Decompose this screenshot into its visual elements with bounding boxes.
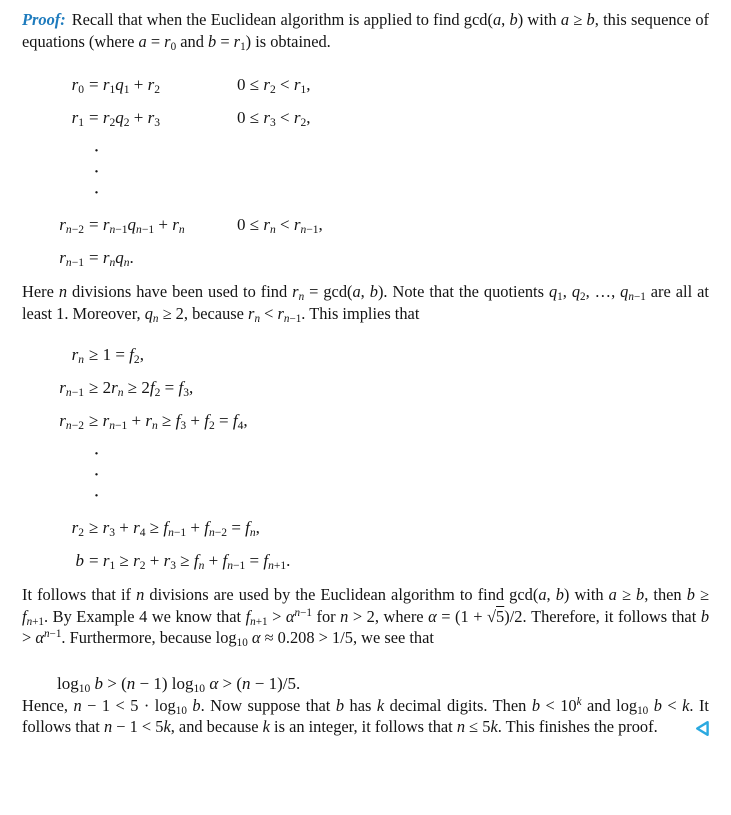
euclidean-algorithm-equations — [22, 75, 709, 270]
equation-rhs: ≥ $1 = f_2$, — [89, 345, 144, 367]
equation-lhs: $r_n$ — [71, 345, 84, 367]
equation-row — [22, 108, 709, 130]
equation-condition: $0 \le r_3 < r_2$, — [237, 108, 311, 130]
equation-lhs: $r_2$ — [71, 518, 84, 540]
equation-condition: $0 \le r_2 < r_1$, — [237, 75, 311, 97]
equation-lhs: $r_1$ — [71, 108, 84, 130]
dot: · — [94, 488, 100, 504]
equation-rhs: = $r_nq_n$. — [89, 248, 134, 270]
equation-row — [22, 248, 709, 270]
equation-row — [22, 378, 709, 400]
equation-rhs: = $r_{n-1}q_{n-1} + r_n$ — [89, 215, 185, 237]
equation-rhs: = $r_2q_2 + r_3$ — [89, 108, 161, 130]
fibonacci-inequality-equations — [22, 345, 709, 573]
conclusion-paragraph — [22, 695, 709, 738]
equation-rhs: = $r_1 \ge r_2 + r_3 \ge f_n + f_{n-1} = f_{n+1}$. — [89, 551, 291, 573]
equation-rhs: = $r_1q_1 + r_2$ — [89, 75, 161, 97]
log-inequality-equation: $\log_{10} b > (n - 1)$ $\log_{10} \alpha > (n - 1)/5$. — [57, 673, 301, 695]
equation-rhs: ≥ $r_{n-1} + r_n \ge f_3 + f_2 = f_4$, — [89, 411, 248, 433]
proof-label: Proof: — [22, 10, 66, 29]
dot: · — [94, 143, 100, 159]
equation-row — [22, 345, 709, 367]
equation-lhs: $r_{n-2}$ — [59, 411, 84, 433]
equation-lhs: $r_{n-1}$ — [59, 378, 84, 400]
equation-row — [22, 551, 709, 573]
alpha-bound-paragraph: It follows that if n divisions are used by the Euclidean algorithm to find gcd(a, b) with a ≥ b, then $b \ge f_{n+1}$. By Example 4 we know that $f_{n+1} > \alpha^{n-1}$ for n > 2, where α = (1 + √5)/2. Therefore, it follows that $b > \alpha^{n-1}$. Furthermore, because $\log_{10} \alpha \approx 0.208 > 1/5$, we see that — [22, 585, 710, 650]
equation-lhs: $r_0$ — [71, 75, 84, 97]
proof-intro-text: Recall that when the Euclidean algorithm is applied to find gcd(a, b) with a ≥ b, this sequence of equations (where $a = r_0$ and $b = r_1$) is obtained. — [22, 10, 709, 53]
end-of-proof-triangle-icon — [695, 720, 709, 737]
equation-row — [22, 75, 709, 97]
equation-lhs: b — [75, 551, 84, 570]
dot: · — [94, 185, 100, 201]
equation-lhs: $r_{n-2}$ — [59, 215, 84, 237]
equation-row — [22, 215, 709, 237]
equation-rhs: ≥ $2r_n \ge 2f_2 = f_3$, — [89, 378, 194, 400]
equation-row — [22, 411, 709, 433]
equation-lhs: $r_{n-1}$ — [59, 248, 84, 270]
equation-row — [22, 518, 709, 540]
conclusion-text: Hence, $n - 1 < 5 \cdot \log_{10} b$. Now suppose that b has k decimal digits. Then $b < 10^k$ and $\log_{10} b < k$. It follows that n − 1 < 5k, and because k is an integer, it follows that n ≤ 5k. This finishes the proof. — [22, 695, 709, 736]
equation-rhs: ≥ $r_3 + r_4 \ge f_{n-1} + f_{n-2} = f_n$, — [89, 518, 260, 540]
dot: · — [94, 446, 100, 462]
dot: · — [94, 467, 100, 483]
equation-condition: $0 \le r_n < r_{n-1}$, — [237, 215, 323, 237]
vertical-ellipsis — [94, 444, 709, 507]
proof-intro-paragraph — [22, 9, 709, 52]
vertical-ellipsis — [94, 141, 709, 204]
dot: · — [94, 164, 100, 180]
quotients-paragraph: Here n divisions have been used to find $r_n = \gcd(a$, b). Note that the quotients $q_1$, $q_2$, …, $q_{n-1}$ are all at least 1. Moreover, $q_n \ge 2$, because $r_n < r_{n-1}$. This implies that — [22, 282, 709, 325]
